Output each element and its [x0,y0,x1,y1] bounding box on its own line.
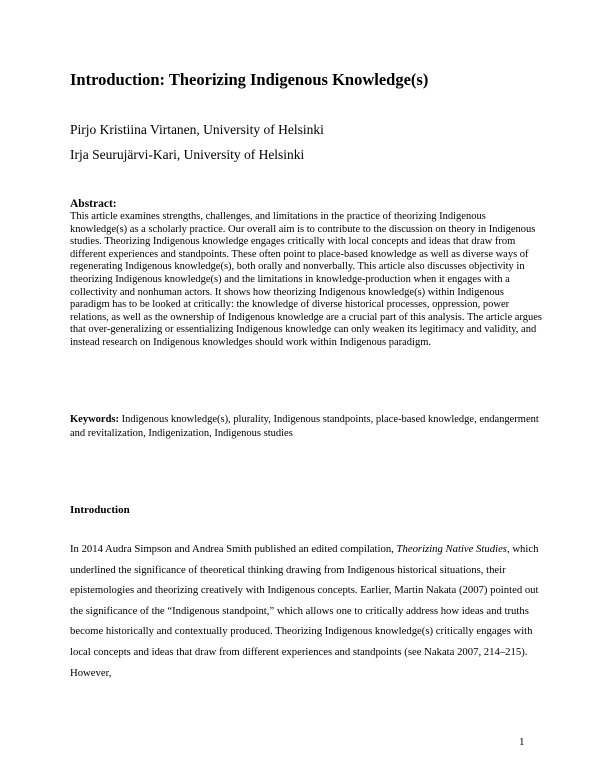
cited-book-title: Theorizing Native Studies [396,543,507,555]
author-line: Irja Seurujärvi-Kari, University of Helsinki [70,147,305,162]
abstract-heading: Abstract: [70,198,117,210]
keywords-label: Keywords: [70,414,119,425]
author-line: Pirjo Kristiina Virtanen, University of Helsinki [70,122,324,137]
intro-text-start: In 2014 Audra Simpson and Andrea Smith published an edited compilation, [70,543,397,555]
introduction-paragraph [70,539,542,683]
keywords-paragraph [70,413,545,440]
section-heading-introduction: Introduction [70,504,130,516]
paper-title: Introduction: Theorizing Indigenous Knowledge(s) [70,70,429,89]
page-number: 1 [519,736,525,748]
intro-text-continued: , which underlined the significance of theoretical thinking drawing from Indigenous historical situations, their epistemologies and theorizing creatively with Indigenous concepts. Earlier, Martin Nakata (2007) pointed out the significance of the “Indigenous standpoint,” which allows one to critically address how ideas and truths become historically and contextually produced. Theorizing Indigenous knowledge(s) critically engages with local concepts and ideas that draw from different experiences and standpoints (see Nakata 2007, 214–215). However, [70,543,539,679]
abstract-text: This article examines strengths, challenges, and limitations in the practice of theorizing Indigenous knowledge(s) as a scholarly practice. Our overall aim is to contribute to the discussion on theory in Indigenous studies. Theorizing Indigenous knowledge engages critically with local concepts and ideas that draw from different experiences and standpoints. These often point to place-based knowledge as well as diverse ways of regenerating Indigenous knowledge(s), both orally and nonverbally. This article also discusses objectivity in theorizing Indigenous knowledge(s) and the limitations in knowledge-production when it engages with a collectivity and nonhuman actors. It shows how theorizing Indigenous knowledge(s) within Indigenous paradigm has to be looked at critically: the knowledge of diverse historical processes, oppression, power relations, as well as the ownership of Indigenous knowledge are a crucial part of this analysis. The article argues that over-generalizing or essentializing Indigenous knowledge can only weaken its legitimacy and validity, and instead research on Indigenous knowledges should work within Indigenous paradigm. [70,211,542,348]
keywords-text: Indigenous knowledge(s), plurality, Indigenous standpoints, place-based knowledge, endangerment and revitalization, Indigenization, Indigenous studies [70,414,539,439]
